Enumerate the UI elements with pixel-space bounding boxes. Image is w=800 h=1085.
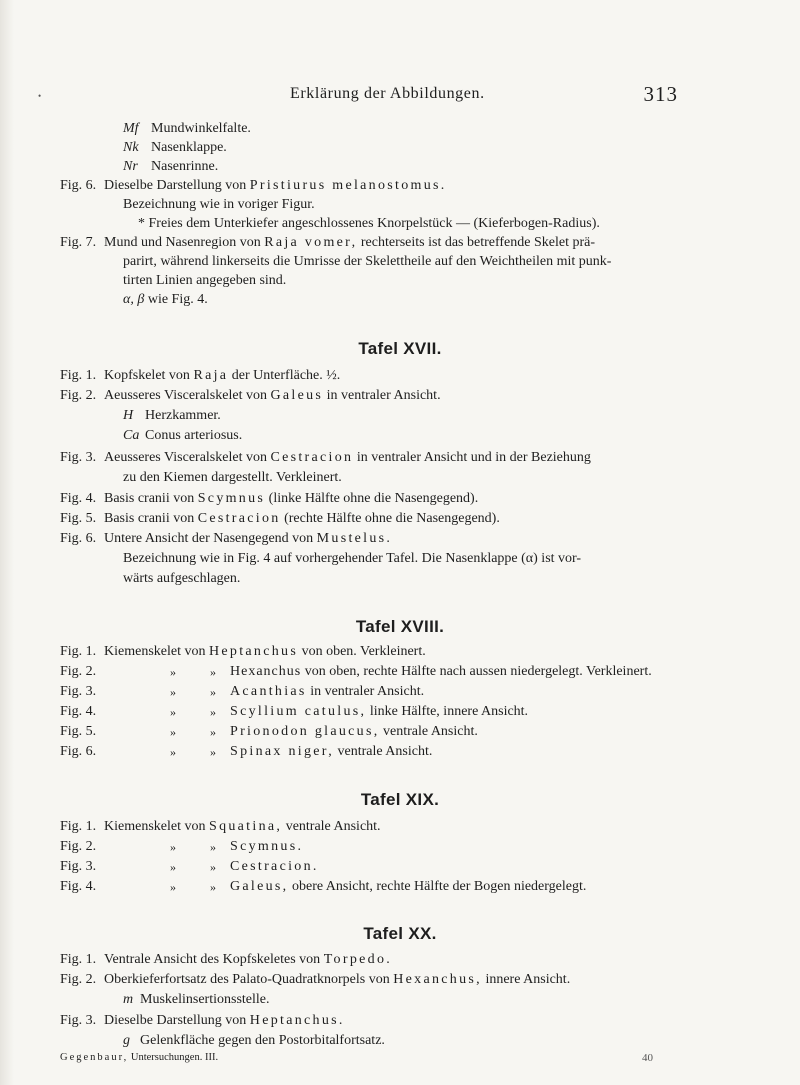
- abbrev: Nk: [123, 140, 139, 155]
- caption-text: Ventrale Ansicht des Kopfskeletes von: [104, 952, 324, 967]
- abbrev-text: Herzkammer.: [145, 408, 221, 423]
- species-name: Hexanchus,: [393, 972, 482, 987]
- figure-caption: [230, 723, 478, 741]
- figure-label: Fig. 3.: [60, 684, 97, 699]
- section-heading: Tafel XVIII.: [355, 617, 445, 636]
- caption-text: (linke Hälfte ohne die Nasengegend).: [265, 491, 479, 506]
- running-title: Erklärung der Abbildungen.: [290, 85, 485, 102]
- caption-text: innere Ansicht.: [481, 972, 571, 987]
- figure-caption: [104, 643, 426, 661]
- ditto-mark: »: [210, 665, 216, 679]
- ditto-mark: »: [210, 880, 216, 894]
- figure-label: Fig. 2.: [60, 972, 97, 987]
- caption-text: der Unterfläche.: [228, 368, 327, 383]
- ditto-mark: »: [170, 705, 176, 719]
- ditto-mark: »: [210, 725, 216, 739]
- figure-caption: [230, 743, 432, 761]
- figure-label: Fig. 5.: [60, 511, 97, 526]
- figure-label: Fig. 6.: [60, 744, 97, 759]
- caption-text: linke Hälfte, innere Ansicht.: [366, 704, 529, 719]
- caption-text: von oben. Verkleinert.: [298, 644, 426, 659]
- species-name: Cestracion.: [230, 859, 319, 874]
- figure-label: Fig. 6.: [60, 531, 97, 546]
- ditto-mark: »: [170, 685, 176, 699]
- figure-label: Fig. 3.: [60, 450, 97, 465]
- abbrev-text: Mundwinkelfalte.: [151, 121, 251, 136]
- caption-text: Basis cranii von: [104, 511, 198, 526]
- ditto-mark: »: [210, 860, 216, 874]
- caption-text: Untere Ansicht der Nasengegend von: [104, 531, 317, 546]
- abbrev-text: Conus arteriosus.: [145, 428, 243, 443]
- caption-text: in ventraler Ansicht.: [323, 388, 441, 403]
- figure-caption: [230, 838, 303, 856]
- caption-text: Kiemenskelet von: [104, 819, 209, 834]
- species-name: Raja: [193, 368, 229, 383]
- abbrev-text: Nasenrinne.: [151, 159, 219, 174]
- species-name: Heptanchus.: [249, 1013, 345, 1028]
- abbrev: H: [123, 408, 134, 423]
- species-name: Prionodon glaucus,: [230, 724, 380, 739]
- species-name: Squatina,: [208, 819, 283, 834]
- figure-label: Fig. 3.: [60, 1013, 97, 1028]
- caption-text: in ventraler Ansicht und in der Beziehung: [353, 450, 591, 465]
- figure-label: Fig. 1.: [60, 952, 97, 967]
- section-heading: Tafel XX.: [363, 924, 437, 943]
- species-name: Galeus,: [230, 879, 289, 894]
- figure-label: Fig. 1.: [60, 644, 97, 659]
- caption-text: rechterseits ist das betreffende Skelet prä-: [357, 235, 596, 250]
- figure-caption: [104, 387, 441, 405]
- section-heading: Tafel XIX.: [360, 790, 440, 809]
- figure-caption: [230, 858, 319, 876]
- species-name: Acanthias: [230, 684, 307, 699]
- species-name: Heptanchus: [208, 644, 299, 659]
- abbrev-text: Gelenkfläche gegen den Postorbitalfortsatz.: [140, 1033, 385, 1048]
- figure-label: Fig. 2.: [60, 388, 97, 403]
- species-name: Mustelus.: [316, 531, 393, 546]
- ditto-mark: »: [170, 745, 176, 759]
- species-name: Cestracion: [197, 511, 281, 526]
- caption-text: ventrale Ansicht.: [379, 724, 478, 739]
- caption-text: wie Fig. 4.: [144, 292, 208, 307]
- abbrev: m: [123, 992, 134, 1007]
- abbrev-text: Nasenklappe.: [151, 140, 227, 155]
- figure-caption: [104, 510, 500, 528]
- abbrev: Mf: [123, 121, 139, 136]
- caption-text: .: [336, 368, 341, 383]
- caption-text: Oberkieferfortsatz des Palato-Quadratknorpels von: [104, 972, 394, 987]
- page-footer: [60, 1052, 653, 1064]
- abbrev: Ca: [123, 428, 140, 443]
- caption-text: in ventraler Ansicht.: [306, 684, 425, 699]
- figure-label: Fig. 5.: [60, 724, 97, 739]
- caption-text: Mund und Nasenregion von: [104, 235, 265, 250]
- figure-caption: [104, 449, 591, 467]
- figure-label: Fig. 1.: [60, 368, 97, 383]
- abbrev: g: [123, 1033, 130, 1048]
- figure-label: Fig. 2.: [60, 664, 97, 679]
- ditto-mark: »: [210, 745, 216, 759]
- caption-text: Aeusseres Visceralskelet von: [104, 388, 271, 403]
- species-name: Scymnus.: [230, 839, 304, 854]
- caption-text: von oben, rechte Hälfte nach aussen niedergelegt. Verkleinert.: [301, 664, 652, 679]
- page-number: 313: [643, 82, 678, 106]
- abbrev-text: Muskelinsertionsstelle.: [140, 992, 270, 1007]
- ditto-mark: »: [170, 725, 176, 739]
- figure-label: Fig. 7.: [60, 235, 97, 250]
- figure-label: Fig. 4.: [60, 704, 97, 719]
- caption-text: wärts aufgeschlagen.: [123, 571, 241, 586]
- footer-work: Untersuchungen. III.: [128, 1052, 219, 1063]
- ditto-mark: »: [170, 665, 176, 679]
- figure-caption: [104, 818, 381, 836]
- caption-text: Bezeichnung wie in voriger Figur.: [123, 197, 315, 212]
- scan-edge: [0, 0, 14, 1085]
- species-name: Scymnus: [197, 491, 266, 506]
- ditto-mark: »: [210, 705, 216, 719]
- figure-label: Fig. 1.: [60, 819, 97, 834]
- species-name: Cestracion: [270, 450, 354, 465]
- figure-caption: [230, 703, 528, 721]
- ditto-mark: »: [170, 840, 176, 854]
- species-name: Spinax niger,: [230, 744, 334, 759]
- species-name: Pristiurus melanostomus.: [249, 178, 447, 193]
- greek-symbols: α, β: [123, 292, 145, 307]
- section-heading: Tafel XVII.: [358, 339, 442, 358]
- figure-caption: [104, 951, 392, 969]
- figure-label: Fig. 4.: [60, 491, 97, 506]
- ditto-mark: »: [170, 880, 176, 894]
- figure-caption: [104, 234, 595, 252]
- species-name: Scyllium catulus,: [230, 704, 367, 719]
- figure-caption: [230, 878, 586, 896]
- figure-caption: [104, 177, 447, 195]
- figure-caption: [230, 683, 424, 701]
- figure-caption: [104, 530, 392, 548]
- figure-label: Fig. 3.: [60, 859, 97, 874]
- fraction: ½: [326, 368, 337, 383]
- ditto-mark: »: [210, 685, 216, 699]
- caption-text: Basis cranii von: [104, 491, 198, 506]
- page-header: [0, 82, 800, 109]
- species-name: Raja vomer,: [264, 235, 358, 250]
- figure-caption: [104, 1012, 345, 1030]
- caption-text: parirt, während linkerseits die Umrisse der Skelettheile auf den Weichtheilen mit punk-: [123, 254, 612, 269]
- figure-caption: [230, 663, 652, 681]
- caption-text: Kopfskelet von: [104, 368, 194, 383]
- ditto-mark: »: [210, 840, 216, 854]
- caption-text: Bezeichnung wie in Fig. 4 auf vorhergehender Tafel. Die Nasenklappe (α) ist vor-: [123, 551, 582, 566]
- caption-text: Kiemenskelet von: [104, 644, 209, 659]
- caption-text: [123, 291, 208, 309]
- caption-text: tirten Linien angegeben sind.: [123, 273, 287, 288]
- caption-text: Aeusseres Visceralskelet von: [104, 450, 271, 465]
- caption-text: zu den Kiemen dargestellt. Verkleinert.: [123, 470, 342, 485]
- caption-text: ventrale Ansicht.: [334, 744, 433, 759]
- species-name: Galeus: [270, 388, 324, 403]
- abbrev: Nr: [123, 159, 138, 174]
- caption-text: * Freies dem Unterkiefer angeschlossenes Knorpelstück — (Kieferbogen-Radius).: [138, 216, 600, 231]
- figure-label: Fig. 6.: [60, 178, 97, 193]
- caption-text: obere Ansicht, rechte Hälfte der Bogen niedergelegt.: [288, 879, 587, 894]
- caption-text: ventrale Ansicht.: [282, 819, 381, 834]
- figure-caption: [104, 971, 570, 989]
- species-name: Torpedo.: [323, 952, 393, 967]
- figure-caption: [104, 367, 340, 385]
- figure-label: Fig. 4.: [60, 879, 97, 894]
- species-name: Hexanchus: [230, 664, 302, 679]
- caption-text: Dieselbe Darstellung von: [104, 178, 250, 193]
- ditto-mark: »: [170, 860, 176, 874]
- caption-text: Dieselbe Darstellung von: [104, 1013, 250, 1028]
- sheet-number: 40: [642, 1052, 653, 1064]
- figure-label: Fig. 2.: [60, 839, 97, 854]
- bullet-mark: •: [38, 91, 42, 101]
- caption-text: (rechte Hälfte ohne die Nasengegend).: [280, 511, 500, 526]
- figure-caption: [104, 490, 478, 508]
- footer-author: Gegenbaur,: [60, 1052, 129, 1063]
